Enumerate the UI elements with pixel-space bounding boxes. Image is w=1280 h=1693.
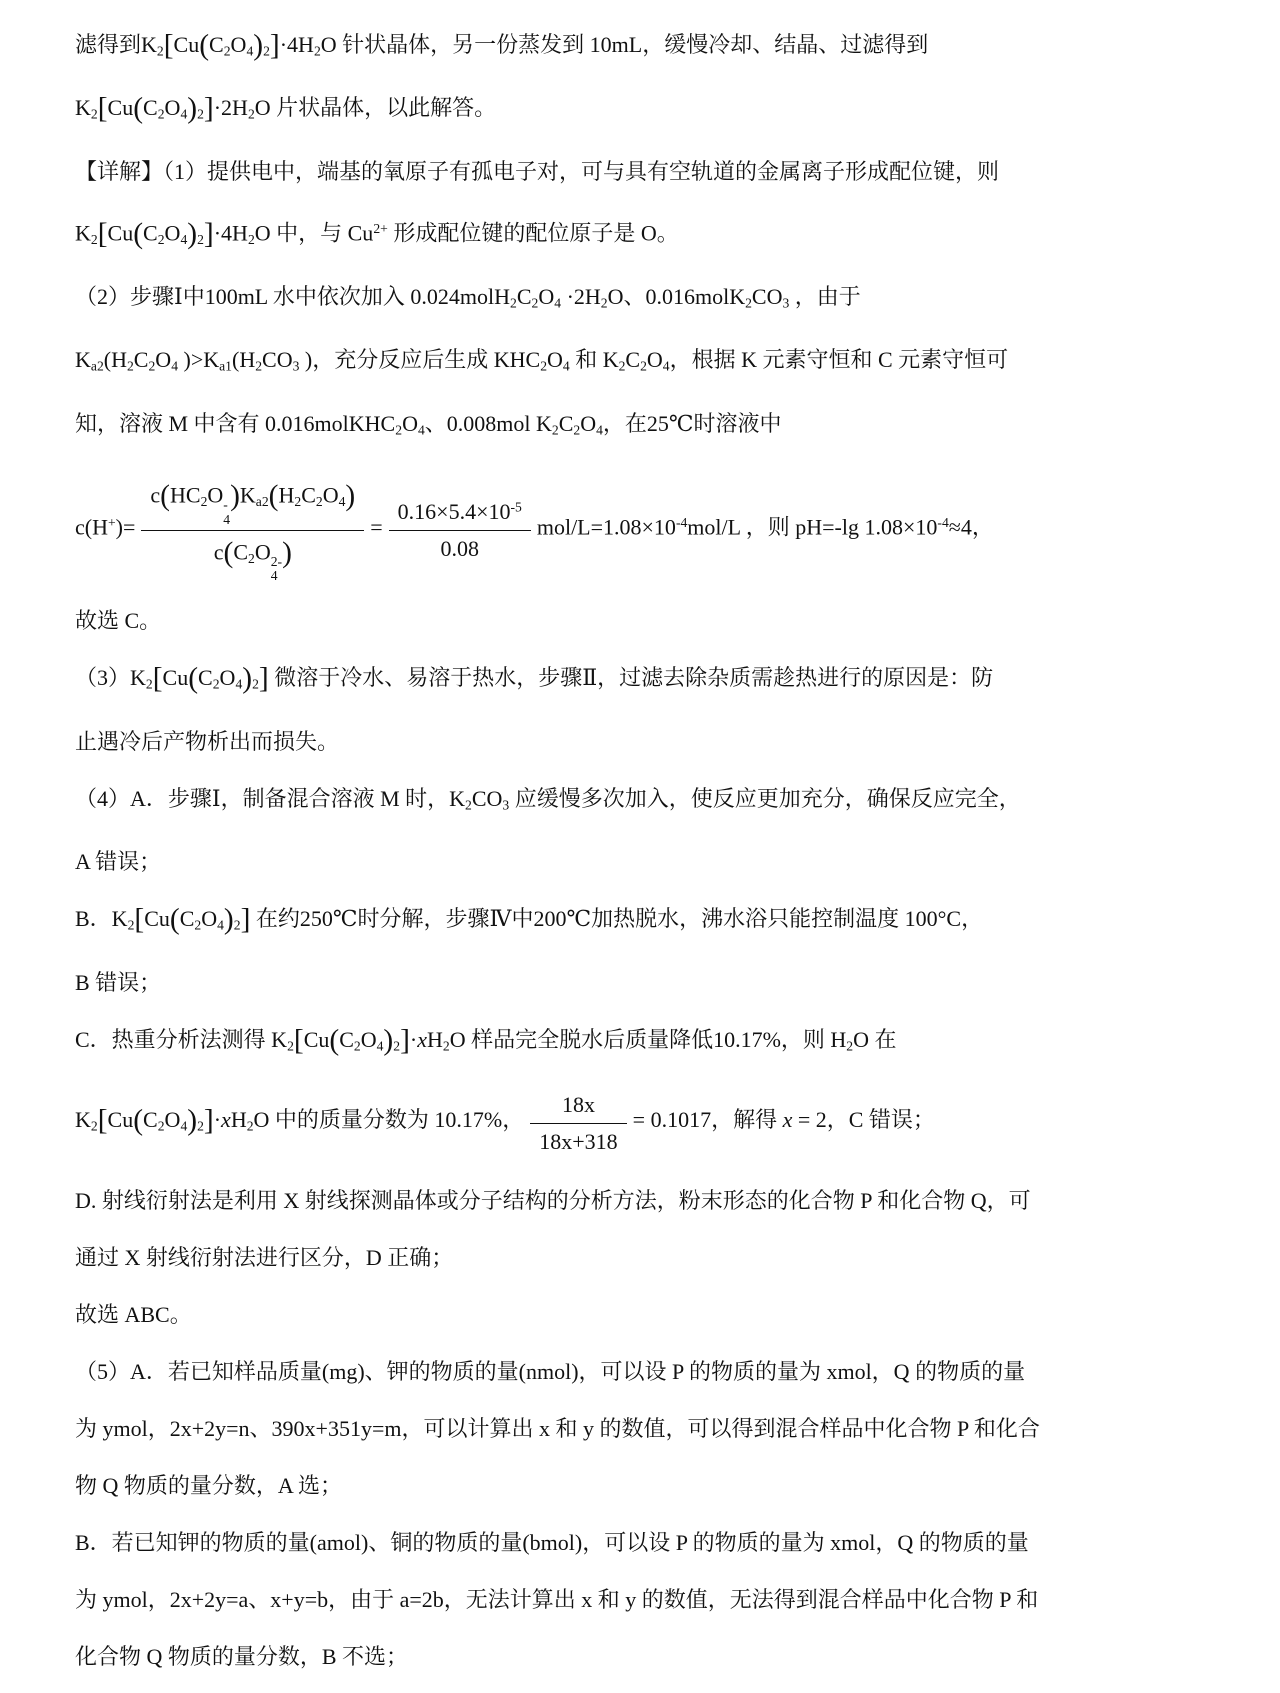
big-bracket: ] [203, 93, 214, 126]
line-q4-c [75, 1011, 1222, 1074]
big-bracket: ) [230, 480, 240, 513]
subscript: 2 [252, 676, 259, 692]
superscript: -4 [937, 514, 949, 530]
subscript: 2 [510, 295, 517, 311]
line-q5-a [75, 1343, 1222, 1400]
subscript: 2 [145, 676, 153, 692]
big-bracket: ( [133, 217, 144, 250]
fraction-denominator [141, 531, 364, 584]
text-run: CO [262, 347, 293, 373]
big-bracket: ] [203, 217, 214, 250]
big-bracket: [ [163, 29, 174, 62]
fraction-numerator [389, 495, 531, 531]
line-detail-q1 [75, 143, 1222, 200]
big-bracket: ( [169, 903, 180, 936]
text-run: O [538, 283, 555, 309]
text-run: 滤得到K [75, 32, 157, 57]
stacked-subscript: 4 [223, 511, 231, 527]
text-run: O 在 [853, 1026, 897, 1052]
subscript: 2 [313, 43, 321, 59]
subscript: 2 [353, 1038, 361, 1054]
fraction-denominator [530, 1124, 626, 1157]
line-q4-c-calc [75, 1074, 1222, 1172]
text-run: 18x [561, 1091, 595, 1117]
text-run: 在约250℃时分解，步骤Ⅳ中200℃加热脱水，沸水浴只能控制温度 100°C， [250, 906, 984, 932]
text-run: （4）A．步骤Ⅰ，制备混合溶液 M 时，K [75, 785, 466, 811]
big-bracket: ) [187, 217, 198, 250]
text-run: · [409, 1026, 418, 1052]
text-run: HC [170, 482, 201, 508]
fraction-denominator [389, 531, 531, 564]
text-run: K [239, 482, 256, 508]
subscript: 4 [235, 676, 243, 692]
text-run: )，充分反应后生成 KHC [299, 347, 541, 373]
subscript: 4 [554, 295, 562, 311]
subscript: 4 [376, 1038, 384, 1054]
text-run: O [164, 220, 181, 246]
text-run: 0.08 [440, 535, 479, 561]
subscript: 2 [223, 43, 231, 59]
text-run: C [339, 1026, 354, 1052]
text-run: 应缓慢多次加入，使反应更加充分，确保反应完全， [509, 785, 1021, 811]
text-run: mol/L=1.08×10 [536, 514, 676, 540]
stacked-superscript: - [223, 497, 228, 513]
line-filtrate-2h2o [75, 79, 1222, 142]
subscript: 4 [180, 231, 188, 247]
text-run: mol/L ，则 pH=-lg 1.08×10 [687, 514, 938, 540]
text-run: = 0.1017，解得 [632, 1107, 783, 1133]
text-run: ·4H [213, 220, 248, 246]
text-run: 0.16×5.4×10 [397, 499, 511, 525]
text-run: Cu [162, 665, 189, 691]
text-run: Cu [303, 1026, 330, 1052]
text-run: D. 射线衍射法是利用 X 射线探测晶体或分子结构的分析方法，粉末形态的化合物 P 和化合物 Q，可 [75, 1188, 1031, 1214]
line-q5-a-2 [75, 1400, 1222, 1457]
subscript: 3 [502, 797, 510, 813]
subscript: a1 [219, 358, 232, 374]
document-body [75, 16, 1222, 1685]
text-run: 18x+318 [539, 1128, 618, 1154]
italic-variable: x [417, 1026, 427, 1052]
superscript: + [107, 514, 116, 530]
text-run: O [207, 482, 224, 508]
subscript: 2 [148, 358, 156, 374]
text-run: O [254, 539, 271, 565]
subscript: 2 [287, 1038, 294, 1054]
line-q4-a [75, 770, 1222, 833]
text-run: O [230, 32, 247, 57]
text-run: C [143, 220, 158, 246]
text-run: O [547, 347, 563, 373]
subscript: 3 [292, 358, 300, 374]
text-run: K [75, 95, 91, 121]
subscript: a2 [255, 493, 269, 509]
line-a-wrong [75, 833, 1222, 890]
subscript: 2 [90, 231, 98, 247]
big-bracket: ( [160, 480, 170, 513]
big-bracket: [ [97, 1104, 108, 1137]
big-bracket: [ [293, 1024, 304, 1057]
text-run: = 2，C 错误； [792, 1107, 935, 1133]
subscript: 2 [247, 231, 255, 247]
text-run: CO [471, 785, 503, 811]
line-q1-answer [75, 200, 1222, 268]
subscript: 2 [600, 295, 608, 311]
big-bracket: [ [134, 903, 145, 936]
stacked-subscript: 4 [270, 568, 278, 584]
subscript: 2 [197, 106, 204, 122]
text-run: H [278, 482, 295, 508]
subscript: 2 [194, 917, 202, 933]
subscript: 2 [294, 493, 302, 509]
text-run: K [75, 1107, 91, 1133]
text-run: ·2H [213, 95, 248, 121]
line-q4-d-end [75, 1229, 1222, 1286]
subscript: 2 [640, 358, 647, 374]
text-run: 为 ymol，2x+2y=n、390x+351y=m，可以计算出 x 和 y 的数值，可以得到混合样品中化合物 P 和化合 [75, 1416, 1040, 1442]
big-bracket: ( [199, 29, 210, 62]
subscript: 2 [126, 358, 134, 374]
big-bracket: ] [203, 1104, 214, 1137]
line-q2-solution [75, 395, 1222, 458]
line-q5-b-2 [75, 1571, 1222, 1628]
text-run: O [402, 410, 418, 436]
text-run: O 样品完全脱水后质量降低10.17%，则 H [449, 1026, 847, 1052]
subscript: 2 [531, 295, 539, 311]
superscript: -5 [510, 499, 522, 515]
subscript: 2 [247, 106, 255, 122]
big-bracket: [ [152, 663, 163, 696]
text-run: 通过 X 射线衍射法进行区分，D 正确； [75, 1245, 454, 1271]
text-run: C [516, 283, 532, 309]
text-run: 微溶于冷水、易溶于热水，步骤Ⅱ，过滤去除杂质需趁热进行的原因是：防 [268, 665, 994, 691]
text-run: B 错误； [75, 969, 162, 995]
text-run: 形成配位键的配位原子是 O。 [387, 220, 679, 246]
text-run: O [164, 1107, 181, 1133]
italic-variable: x [221, 1107, 231, 1133]
text-run: O 针状晶体，另一份蒸发到 10mL，缓慢冷却、结晶、过滤得到 [320, 32, 929, 57]
text-run: A 错误； [75, 849, 162, 875]
text-run: 【详解】（1）提供电中，端基的氧原子有孤电子对，可与具有空轨道的金属离子形成配位键，则 [75, 158, 1000, 184]
text-run: O [164, 95, 181, 121]
text-run: O [322, 482, 339, 508]
text-run: C．热重分析法测得 K [75, 1026, 288, 1052]
text-run: B．若已知钾的物质的量(amol)、铜的物质的量(bmol)，可以设 P 的物质的量为 xmol，Q 的物质的量 [75, 1530, 1029, 1556]
text-run: K [75, 347, 91, 373]
text-run: ，根据 K 元素守恒和 C 元素守恒可 [669, 347, 1009, 373]
subscript: a2 [90, 358, 104, 374]
subscript: 2 [618, 358, 626, 374]
line-choose-abc [75, 1286, 1222, 1343]
text-run: O [219, 665, 236, 691]
subscript: 2 [442, 1038, 450, 1054]
subscript: 2 [315, 493, 323, 509]
text-run: H [426, 1026, 443, 1052]
text-run: O [580, 410, 597, 436]
big-bracket: ] [400, 1024, 410, 1057]
big-bracket: ] [269, 29, 280, 62]
text-run: ·4H [279, 32, 314, 57]
text-run: C [301, 482, 316, 508]
text-run: O 片状晶体，以此解答。 [254, 95, 497, 121]
text-run: = [370, 514, 383, 540]
subscript: 2 [90, 106, 98, 122]
subscript: 2 [200, 493, 208, 509]
text-run: 为 ymol，2x+2y=a、x+y=b，由于 a=2b，无法计算出 x 和 y 的数值，无法得到混合样品中化合物 P 和 [75, 1587, 1039, 1613]
text-run: O 中，与 Cu [254, 220, 374, 246]
text-run: C [133, 347, 149, 373]
big-bracket: ) [282, 536, 292, 569]
subscript: 4 [217, 917, 224, 933]
subscript: 2 [197, 231, 204, 247]
text-run: 物 Q 物质的量分数，A 选； [75, 1473, 343, 1499]
subscript: 4 [417, 421, 425, 437]
text-run: C [209, 32, 224, 57]
text-run: Cu [107, 1107, 134, 1133]
fraction [141, 475, 364, 584]
text-run: · [213, 1107, 222, 1133]
fraction [389, 495, 531, 563]
subscript: 2 [395, 421, 403, 437]
text-run: （2）步骤Ⅰ中100mL 水中依次加入 0.024molH [75, 283, 511, 309]
text-run: C [558, 410, 574, 436]
superscript: 2+ [373, 220, 388, 236]
text-run: Cu [144, 906, 170, 932]
text-run: CO [751, 283, 783, 309]
line-choose-c [75, 592, 1222, 649]
line-q4-b [75, 890, 1222, 953]
subscript: 2 [573, 421, 581, 437]
subscript: 4 [596, 421, 603, 437]
big-bracket: ) [223, 903, 234, 936]
big-bracket: ( [268, 480, 279, 513]
subscript: 2 [197, 1118, 204, 1134]
text-run: C [179, 906, 195, 932]
stacked-script [271, 555, 282, 584]
subscript: 4 [171, 358, 178, 374]
big-bracket: ) [253, 29, 264, 62]
line-q5-a-3 [75, 1457, 1222, 1514]
big-bracket: ) [383, 1024, 394, 1057]
subscript: 2 [745, 295, 752, 311]
text-run: c(H [75, 514, 108, 540]
text-run: C [625, 347, 641, 373]
italic-variable: x [782, 1107, 793, 1133]
text-run: ，在25℃时溶液中 [602, 410, 782, 436]
big-bracket: ( [133, 1104, 144, 1137]
subscript: 2 [212, 676, 220, 692]
text-run: O [360, 1026, 377, 1052]
text-run: C [143, 1107, 158, 1133]
text-run: ≈4， [948, 514, 994, 540]
text-run: 化合物 Q 物质的量分数，B 不选； [75, 1644, 409, 1670]
subscript: 2 [156, 43, 164, 59]
text-run: Cu [107, 95, 134, 121]
big-bracket: [ [97, 217, 108, 250]
subscript: 2 [248, 550, 255, 566]
text-run: O [201, 906, 218, 932]
line-b-wrong [75, 954, 1222, 1011]
line-filtrate-4h2o [75, 16, 1222, 79]
subscript: 2 [263, 43, 270, 59]
subscript: 4 [662, 358, 670, 374]
text-run: ，由于 [789, 283, 861, 309]
line-q2-formula [75, 458, 1222, 593]
text-run: 、0.008mol K [424, 410, 552, 436]
stacked-superscript: 2- [270, 554, 283, 570]
subscript: 2 [127, 917, 135, 933]
text-run: C [198, 665, 213, 691]
big-bracket: ) [242, 663, 253, 696]
line-q4-d [75, 1172, 1222, 1229]
line-q2-start [75, 268, 1222, 331]
subscript: 2 [157, 231, 165, 247]
text-run: ·2H [561, 283, 601, 309]
subscript: 2 [846, 1038, 854, 1054]
subscript: 2 [465, 797, 472, 813]
text-run: O [155, 347, 172, 373]
fraction-numerator [530, 1088, 626, 1124]
subscript: 4 [180, 1118, 188, 1134]
text-run: c [150, 482, 161, 508]
big-bracket: ) [345, 480, 356, 513]
subscript: 2 [157, 106, 165, 122]
fraction [530, 1088, 626, 1156]
text-run: （5）A．若已知样品质量(mg)、钾的物质的量(nmol)，可以设 P 的物质的量为 xmol，Q 的物质的量 [75, 1359, 1026, 1385]
text-run: (H [232, 347, 256, 373]
subscript: 4 [246, 43, 254, 59]
text-run: 故选 ABC。 [75, 1302, 192, 1328]
subscript: 2 [246, 1118, 254, 1134]
line-q3-end [75, 713, 1222, 770]
big-bracket: ] [258, 663, 269, 696]
subscript: 2 [393, 1038, 401, 1054]
text-run: 和 K [569, 347, 619, 373]
superscript: -4 [675, 514, 688, 530]
line-q5-b-3 [75, 1628, 1222, 1685]
text-run: O、0.016molK [607, 283, 746, 309]
text-run: O 中的质量分数为 10.17%， [253, 1107, 525, 1133]
text-run: 故选 C。 [75, 608, 162, 634]
subscript: 2 [90, 1118, 98, 1134]
text-run: O [646, 347, 663, 373]
line-q3-start [75, 649, 1222, 712]
text-run: c [213, 539, 224, 565]
fraction-numerator [141, 475, 364, 531]
subscript: 3 [782, 295, 790, 311]
subscript: 4 [562, 358, 570, 374]
text-run: )>K [178, 347, 220, 373]
line-q2-ka [75, 331, 1222, 394]
text-run: 止遇冷后产物析出而损失。 [75, 728, 340, 754]
text-run: (H [103, 347, 127, 373]
text-run: C [233, 539, 249, 565]
text-run: Cu [107, 220, 134, 246]
big-bracket: [ [97, 93, 108, 126]
big-bracket: ( [223, 536, 234, 569]
text-run: Cu [173, 32, 200, 57]
text-run: )= [115, 514, 136, 540]
big-bracket: ( [329, 1024, 340, 1057]
text-run: B．K [75, 906, 128, 932]
subscript: 2 [255, 358, 263, 374]
subscript: 2 [551, 421, 559, 437]
subscript: 2 [233, 917, 241, 933]
subscript: 2 [157, 1118, 165, 1134]
subscript: 4 [338, 493, 346, 509]
big-bracket: ) [187, 93, 198, 126]
text-run: C [143, 95, 158, 121]
text-run: （3）K [75, 665, 146, 691]
big-bracket: ] [240, 903, 251, 936]
subscript: 2 [540, 358, 547, 374]
subscript: 4 [180, 106, 188, 122]
big-bracket: ( [188, 663, 199, 696]
text-run: K [75, 220, 91, 246]
text-run: H [230, 1107, 247, 1133]
text-run: 知，溶液 M 中含有 0.016molKHC [75, 410, 396, 436]
big-bracket: ) [187, 1104, 198, 1137]
big-bracket: ( [133, 93, 144, 126]
line-q5-b [75, 1514, 1222, 1571]
